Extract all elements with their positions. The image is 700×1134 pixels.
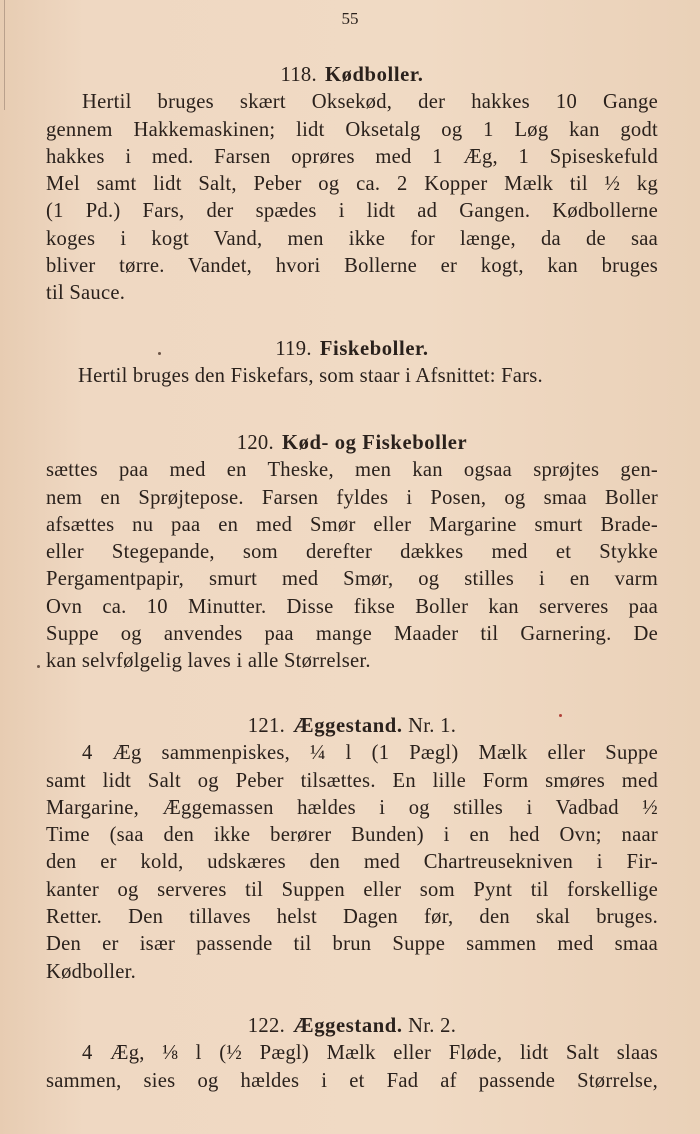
text-line: Kødboller.	[46, 960, 137, 983]
text-line: bliver tørre. Vandet, hvori Bollerne er kogt, kan bruges	[46, 255, 658, 278]
recipe-121	[46, 713, 658, 986]
recipe-title: Kødboller.	[324, 64, 424, 86]
text-line: gennem Hakkemaskinen; lidt Oksetalg og 1 Løg kan godt	[46, 118, 658, 141]
text-line: Hertil bruges skært Oksekød, der hakkes 10 Gange	[82, 91, 658, 114]
text-line: Retter. Den tillaves helst Dagen før, den skal bruges.	[46, 906, 658, 929]
text-line: Ovn ca. 10 Minutter. Disse fikse Boller kan serveres paa	[46, 595, 658, 618]
text-line: Hertil bruges den Fiskefars, som staar i Afsnittet: Fars.	[78, 365, 543, 388]
recipe-number: 119.	[275, 338, 312, 360]
text-line: den er kold, udskæres den med Chartreusekniven i Fir-	[46, 851, 658, 874]
text-line: kanter og serveres til Suppen eller som Pynt til forskellige	[46, 878, 658, 901]
text-line: Margarine, Æggemassen hældes i og stilles i Vadbad ½	[46, 796, 658, 819]
text-line: sættes paa med en Theske, men kan ogsaa sprøjtes gen-	[46, 459, 658, 482]
recipe-title: Æggestand.	[293, 1015, 403, 1037]
page-number: 55	[341, 9, 359, 28]
recipe-variant: Nr. 1.	[408, 715, 457, 737]
text-line: 4 Æg sammenpiskes, ¼ l (1 Pægl) Mælk eller Suppe	[82, 742, 658, 765]
recipe-variant: Nr. 2.	[408, 1015, 457, 1037]
recipe-heading	[46, 430, 658, 457]
text-line: 4 Æg, ⅛ l (½ Pægl) Mælk eller Fløde, lidt Salt slaas	[82, 1042, 658, 1065]
text-line: samt lidt Salt og Peber tilsættes. En lille Form smøres med	[46, 769, 658, 792]
text-line: Suppe og anvendes paa mange Maader til Garnering. De	[46, 623, 658, 646]
recipe-number: 118.	[280, 64, 317, 86]
text-line: eller Stegepande, som derefter dækkes med et Stykke	[46, 541, 658, 564]
text-line: nem en Sprøjtepose. Farsen fyldes i Posen, og smaa Boller	[46, 486, 658, 509]
recipe-title: Kød- og Fiskeboller	[281, 432, 468, 454]
text-line: Mel samt lidt Salt, Peber og ca. 2 Kopper Mælk til ½ kg	[46, 173, 658, 196]
recipe-number: 120.	[236, 432, 274, 454]
recipe-118	[46, 62, 658, 308]
recipe-heading	[46, 62, 658, 89]
print-speck	[158, 352, 161, 355]
text-line: (1 Pd.) Fars, der spædes i lidt ad Gangen. Kødbollerne	[46, 200, 658, 223]
print-speck	[37, 665, 40, 668]
print-speck	[559, 714, 562, 717]
text-line: koges i kogt Vand, men ikke for længe, da de saa	[46, 227, 658, 250]
recipe-number: 122.	[247, 1015, 286, 1037]
recipe-heading	[46, 336, 658, 363]
text-line: sammen, sies og hældes i et Fad af passende Størrelse,	[46, 1069, 658, 1092]
recipe-heading	[46, 713, 658, 740]
recipe-119	[46, 336, 658, 391]
text-line: Pergamentpapir, smurt med Smør, og stilles i en varm	[46, 568, 658, 591]
text-line: Time (saa den ikke berører Bunden) i en hed Ovn; naar	[46, 824, 658, 847]
text-line: Den er især passende til brun Suppe sammen med smaa	[46, 933, 658, 956]
recipe-heading	[46, 1013, 658, 1040]
recipe-122	[46, 1013, 658, 1095]
recipe-120	[46, 430, 658, 676]
text-line: hakkes i med. Farsen oprøres med 1 Æg, 1 Spiseskefuld	[46, 145, 658, 168]
text-line: kan selvfølgelig laves i alle Størrelser.	[46, 650, 371, 673]
recipe-number: 121.	[247, 715, 286, 737]
text-line: afsættes nu paa en med Smør eller Margarine smurt Brade-	[46, 513, 658, 536]
text-line: til Sauce.	[46, 282, 126, 305]
recipe-title: Fiskeboller.	[319, 338, 429, 360]
recipe-title: Æggestand.	[293, 715, 403, 737]
